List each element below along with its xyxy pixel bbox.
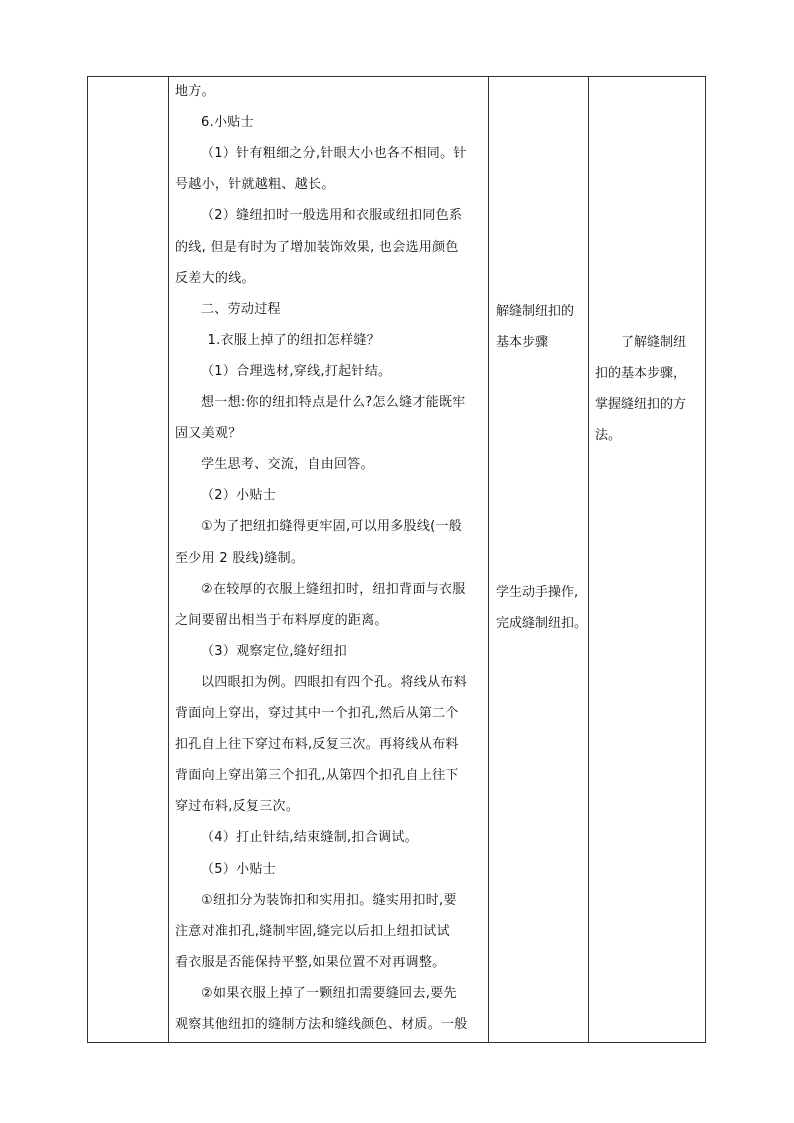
paragraph-line: 1.衣服上掉了的纽扣怎样缝？ xyxy=(207,332,381,348)
paragraph-line: （1）针有粗细之分,针眼大小也各不相同。针 xyxy=(201,146,467,162)
activity-line: 学生动手操作, xyxy=(496,585,579,600)
paragraph-line: 背面向上穿出第三个扣孔,从第四个扣孔自上往下 xyxy=(175,768,459,784)
paragraph-line: 之间要留出相当于布料厚度的距离。 xyxy=(175,612,388,628)
paragraph-line: 扣孔自上往下穿过布料,反复三次。再将线从布料 xyxy=(175,737,459,753)
paragraph-line: ①纽扣分为装饰扣和实用扣。缝实用扣时,要 xyxy=(201,892,457,908)
student-activity-column xyxy=(488,77,589,1042)
paragraph-line: 背面向上穿出，穿过其中一个扣孔,然后从第二个 xyxy=(175,706,459,721)
paragraph-line: （2）缝纽扣时一般选用和衣服或纽扣同色系 xyxy=(201,208,463,224)
paragraph-line: 至少用 2 股线)缝制。 xyxy=(175,550,305,566)
intent-line: 法。 xyxy=(595,428,622,443)
paragraph-line: （1）合理选材,穿线,打起针结。 xyxy=(201,363,392,379)
design-intent-column xyxy=(588,77,708,1042)
teaching-process-column xyxy=(168,77,489,1042)
paragraph-line: 号越小，针就越粗、越长。 xyxy=(175,177,335,193)
blank-column xyxy=(88,77,168,1042)
paragraph-line: ②如果衣服上掉了一颗纽扣需要缝回去,要先 xyxy=(201,985,457,1001)
activity-line: 解缝制纽扣的 xyxy=(496,304,575,319)
paragraph-line: 学生思考、交流，自由回答。 xyxy=(201,457,374,473)
paragraph-line: 反差大的线。 xyxy=(175,270,255,286)
paragraph-line: 的线, 但是有时为了增加装饰效果, 也会选用颜色 xyxy=(175,239,459,255)
paragraph-line: 地方。 xyxy=(175,84,215,99)
paragraph-line: （4）打止针结,结束缝制,扣合调试。 xyxy=(201,830,418,846)
paragraph-line: 观察其他纽扣的缝制方法和缝线颜色、材质。一般 xyxy=(175,1017,468,1032)
paragraph-line: 注意对准扣孔,缝制牢固,缝完以后扣上纽扣试试 xyxy=(175,923,450,939)
paragraph-line: 穿过布料,反复三次。 xyxy=(175,799,300,815)
paragraph-line: 6.小贴士 xyxy=(201,115,254,131)
intent-line: 了解缝制纽 xyxy=(621,335,687,350)
paragraph-line: 二、劳动过程 xyxy=(201,301,281,317)
activity-line: 基本步骤 xyxy=(496,335,549,350)
paragraph-line: （2）小贴士 xyxy=(201,488,277,504)
paragraph-line: 想一想:你的纽扣特点是什么?怎么缝才能既牢 xyxy=(201,395,466,410)
paragraph-line: ①为了把纽扣缝得更牢固,可以用多股线(一般 xyxy=(201,519,463,535)
paragraph-line: 固又美观？ xyxy=(175,426,242,442)
paragraph-line: 看衣服是否能保持平整,如果位置不对再调整。 xyxy=(175,954,446,970)
paragraph-line: ②在较厚的衣服上缝纽扣时，纽扣背面与衣服 xyxy=(201,581,466,597)
paragraph-line: 以四眼扣为例。四眼扣有四个孔。将线从布料 xyxy=(201,674,468,690)
paragraph-line: （5）小贴士 xyxy=(201,861,277,877)
intent-line: 扣的基本步骤， xyxy=(595,366,687,381)
activity-line: 完成缝制纽扣。 xyxy=(496,616,588,631)
lesson-table xyxy=(87,76,706,1043)
intent-line: 掌握缝纽扣的方 xyxy=(595,397,687,412)
paragraph-line: （3）观察定位,缝好纽扣 xyxy=(201,643,348,659)
